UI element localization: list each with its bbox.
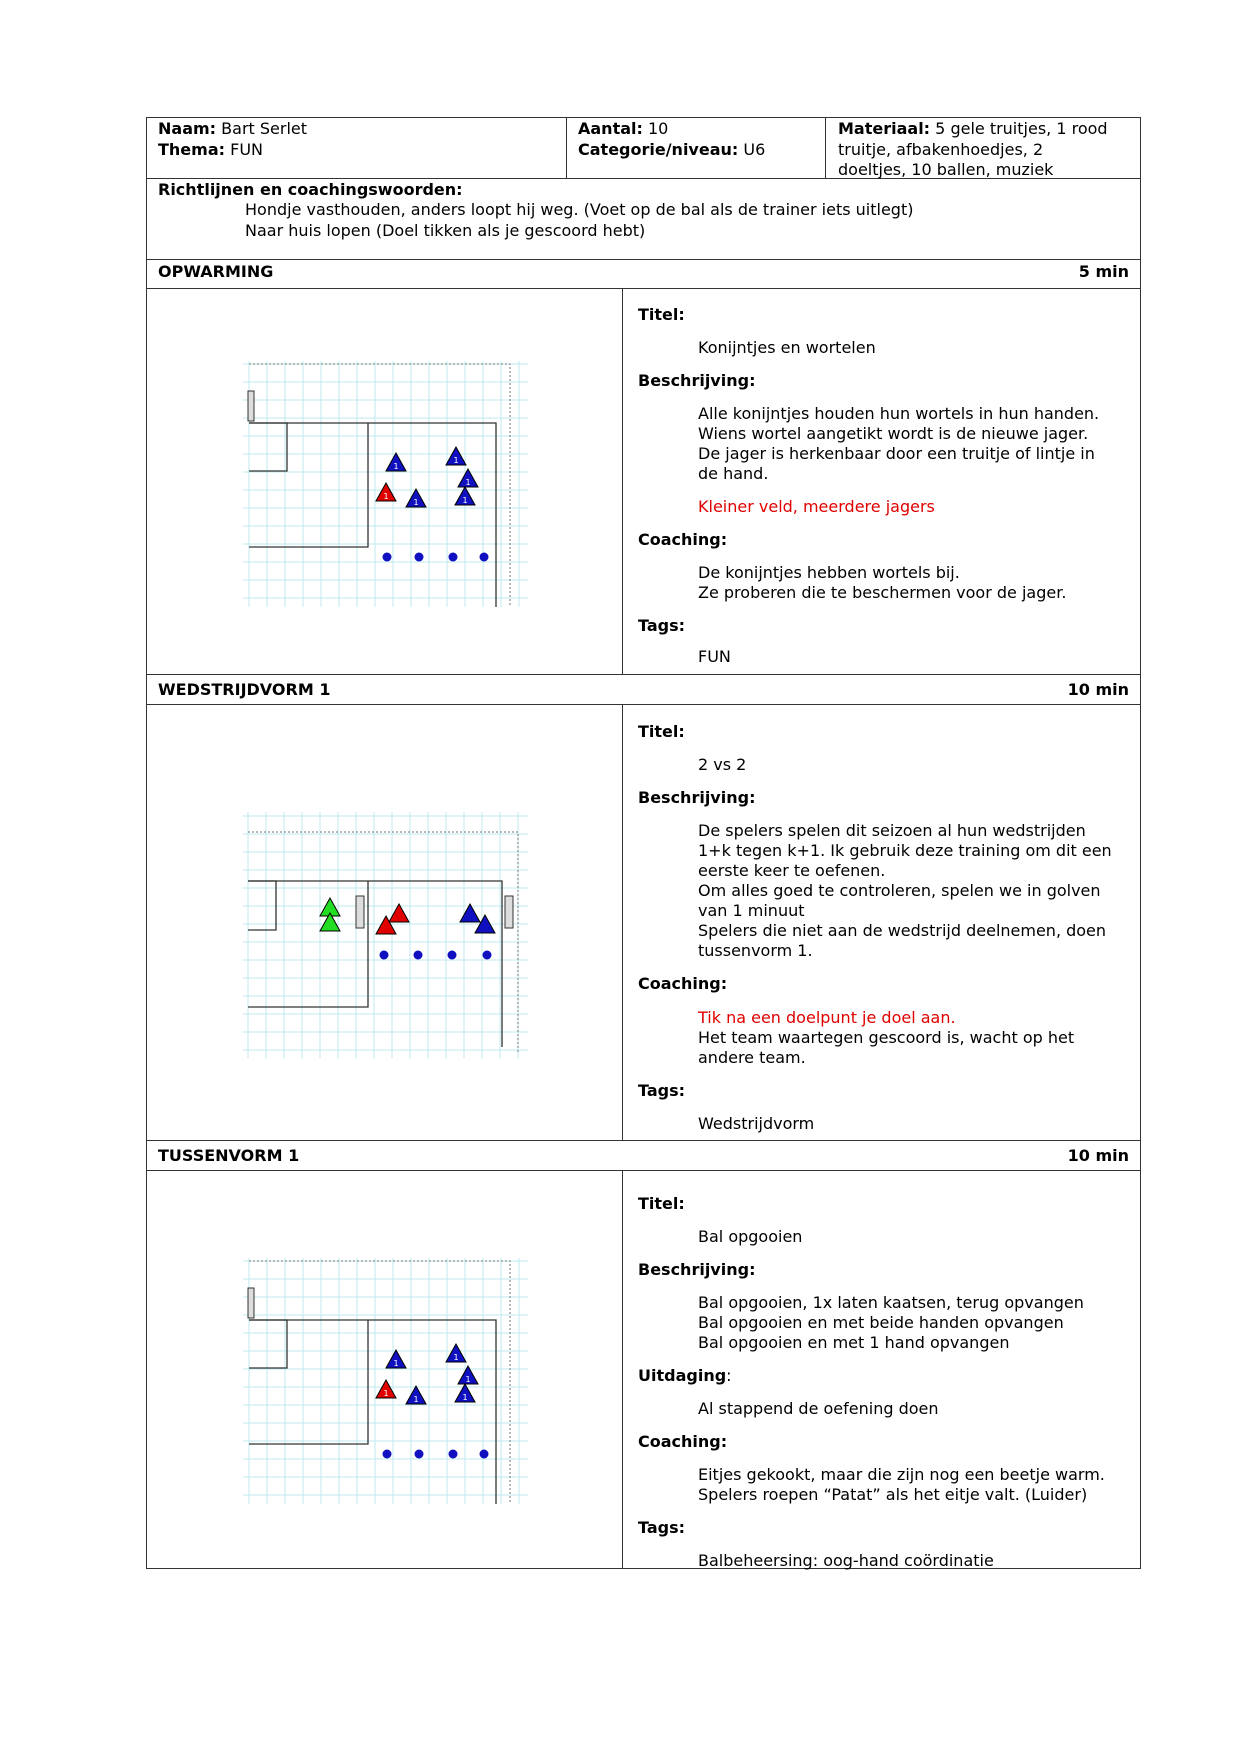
beschrijving-line: Bal opgooien en met 1 hand opvangen	[698, 1333, 1010, 1352]
tags-label: Tags:	[638, 616, 686, 635]
coaching-label: Coaching:	[638, 1432, 728, 1451]
section-title-tussenvorm: TUSSENVORM 1	[158, 1146, 300, 1165]
categorie-line	[578, 140, 765, 160]
beschrijving-line: Wiens wortel aangetikt wordt is de nieuwe jager.	[698, 424, 1089, 443]
beschrijving-line: Spelers die niet aan de wedstrijd deelnemen, doen	[698, 921, 1107, 940]
beschrijving-line: tussenvorm 1.	[698, 941, 813, 960]
beschrijving-line: De spelers spelen dit seizoen al hun wedstrijden	[698, 821, 1086, 840]
aantal-label: Aantal:	[578, 119, 643, 138]
beschrijving-variation: Kleiner veld, meerdere jagers	[698, 497, 935, 516]
titel-label: Titel:	[638, 722, 685, 741]
titel-label: Titel:	[638, 1194, 685, 1213]
beschrijving-line: De jager is herkenbaar door een truitje of lintje in	[698, 444, 1095, 463]
tags-value: FUN	[698, 647, 731, 666]
materiaal-value-1: 5 gele truitjes, 1 rood	[935, 119, 1108, 138]
field-line	[249, 1320, 496, 1504]
materiaal-line-1	[838, 119, 1108, 139]
goal	[248, 1288, 254, 1318]
uitdaging-value: Al stappend de oefening doen	[698, 1399, 939, 1418]
thema-label: Thema:	[158, 140, 226, 159]
aantal-value: 10	[648, 119, 669, 138]
categorie-label: Categorie/niveau:	[578, 140, 739, 159]
materiaal-value-2: truitje, afbakenhoedjes, 2	[838, 140, 1044, 159]
svg-text:1: 1	[465, 478, 471, 487]
uitdaging-label: Uitdaging	[638, 1366, 727, 1385]
svg-text:1: 1	[453, 1353, 459, 1362]
materiaal-value-3: doeltjes, 10 ballen, muziek	[838, 160, 1054, 179]
cone-blue-2	[446, 447, 466, 465]
naam-value: Bart Serlet	[221, 119, 308, 138]
svg-text:1: 1	[393, 462, 399, 471]
goal-right	[505, 896, 513, 928]
naam-label: Naam:	[158, 119, 217, 138]
svg-text:1: 1	[465, 1375, 471, 1384]
titel-value: 2 vs 2	[698, 755, 747, 774]
tags-label: Tags:	[638, 1518, 686, 1537]
cone-blue-4	[406, 1386, 426, 1404]
svg-text:1: 1	[393, 1359, 399, 1368]
coaching-line: Ze proberen die te beschermen voor de jager.	[698, 583, 1067, 602]
svg-text:1: 1	[413, 1395, 419, 1404]
section-time-tussenvorm: 10 min	[1067, 1146, 1129, 1165]
titel-value: Konijntjes en wortelen	[698, 338, 876, 357]
tags-value: Balbeheersing: oog-hand coördinatie	[698, 1551, 994, 1570]
coaching-label: Coaching:	[638, 974, 728, 993]
section-time-opwarming: 5 min	[1078, 262, 1129, 281]
svg-text:1: 1	[453, 456, 459, 465]
naam-line	[158, 119, 307, 139]
categorie-value: U6	[743, 140, 766, 159]
uitdaging-heading	[638, 1366, 732, 1386]
materiaal-label: Materiaal:	[838, 119, 931, 138]
svg-text:1: 1	[462, 496, 468, 505]
richtlijn-2: Naar huis lopen (Doel tikken als je gescoord hebt)	[245, 221, 646, 240]
drill-diagram-wedstrijdvorm	[243, 812, 528, 1058]
coaching-highlight: Tik na een doelpunt je doel aan.	[698, 1008, 956, 1027]
cone-blue-1	[386, 1350, 406, 1368]
tags-value: Wedstrijdvorm	[698, 1114, 815, 1133]
beschrijving-label: Beschrijving:	[638, 371, 756, 390]
beschrijving-line: de hand.	[698, 464, 769, 483]
richtlijn-1: Hondje vasthouden, anders loopt hij weg. (Voet op de bal als de trainer iets uitlegt)	[245, 200, 914, 219]
penalty-box	[249, 1320, 287, 1368]
beschrijving-line: Om alles goed te controleren, spelen we in golven	[698, 881, 1101, 900]
titel-value: Bal opgooien	[698, 1227, 803, 1246]
beschrijving-line: Alle konijntjes houden hun wortels in hun handen.	[698, 404, 1100, 423]
field-line	[249, 423, 496, 607]
beschrijving-line: van 1 minuut	[698, 901, 805, 920]
section-title-wedstrijdvorm: WEDSTRIJDVORM 1	[158, 680, 331, 699]
thema-value: FUN	[230, 140, 264, 159]
coaching-line: andere team.	[698, 1048, 806, 1067]
coaching-line: Eitjes gekookt, maar die zijn nog een beetje warm.	[698, 1465, 1105, 1484]
uitdaging-colon: :	[726, 1366, 732, 1385]
coaching-label: Coaching:	[638, 530, 728, 549]
svg-text:1: 1	[383, 492, 389, 501]
goal-left	[356, 896, 364, 928]
drill-diagram-tussenvorm	[243, 1258, 528, 1504]
section-title-opwarming: OPWARMING	[158, 262, 274, 281]
penalty-box	[249, 423, 287, 471]
svg-text:1: 1	[462, 1393, 468, 1402]
beschrijving-label: Beschrijving:	[638, 1260, 756, 1279]
coaching-line: Spelers roepen “Patat” als het eitje valt. (Luider)	[698, 1485, 1088, 1504]
balls	[383, 553, 489, 562]
grid	[243, 812, 528, 1058]
coaching-line: De konijntjes hebben wortels bij.	[698, 563, 960, 582]
beschrijving-label: Beschrijving:	[638, 788, 756, 807]
titel-label: Titel:	[638, 305, 685, 324]
beschrijving-line: 1+k tegen k+1. Ik gebruik deze training om dit een	[698, 841, 1112, 860]
balls	[380, 951, 492, 960]
coaching-line: Het team waartegen gescoord is, wacht op het	[698, 1028, 1075, 1047]
cone-blue-4	[406, 489, 426, 507]
section-time-wedstrijdvorm: 10 min	[1067, 680, 1129, 699]
cone-blue-1	[386, 453, 406, 471]
goal	[248, 391, 254, 421]
beschrijving-line: Bal opgooien en met beide handen opvangen	[698, 1313, 1064, 1332]
richtlijnen-label: Richtlijnen en coachingswoorden:	[158, 180, 463, 199]
thema-line	[158, 140, 263, 160]
aantal-line	[578, 119, 668, 139]
drill-diagram-opwarming	[243, 361, 528, 607]
beschrijving-line: Bal opgooien, 1x laten kaatsen, terug opvangen	[698, 1293, 1084, 1312]
beschrijving-line: eerste keer te oefenen.	[698, 861, 886, 880]
svg-text:1: 1	[413, 498, 419, 507]
cone-blue-2	[446, 1344, 466, 1362]
balls	[383, 1450, 489, 1459]
player-blue-1	[460, 904, 480, 922]
tags-label: Tags:	[638, 1081, 686, 1100]
svg-text:1: 1	[383, 1389, 389, 1398]
